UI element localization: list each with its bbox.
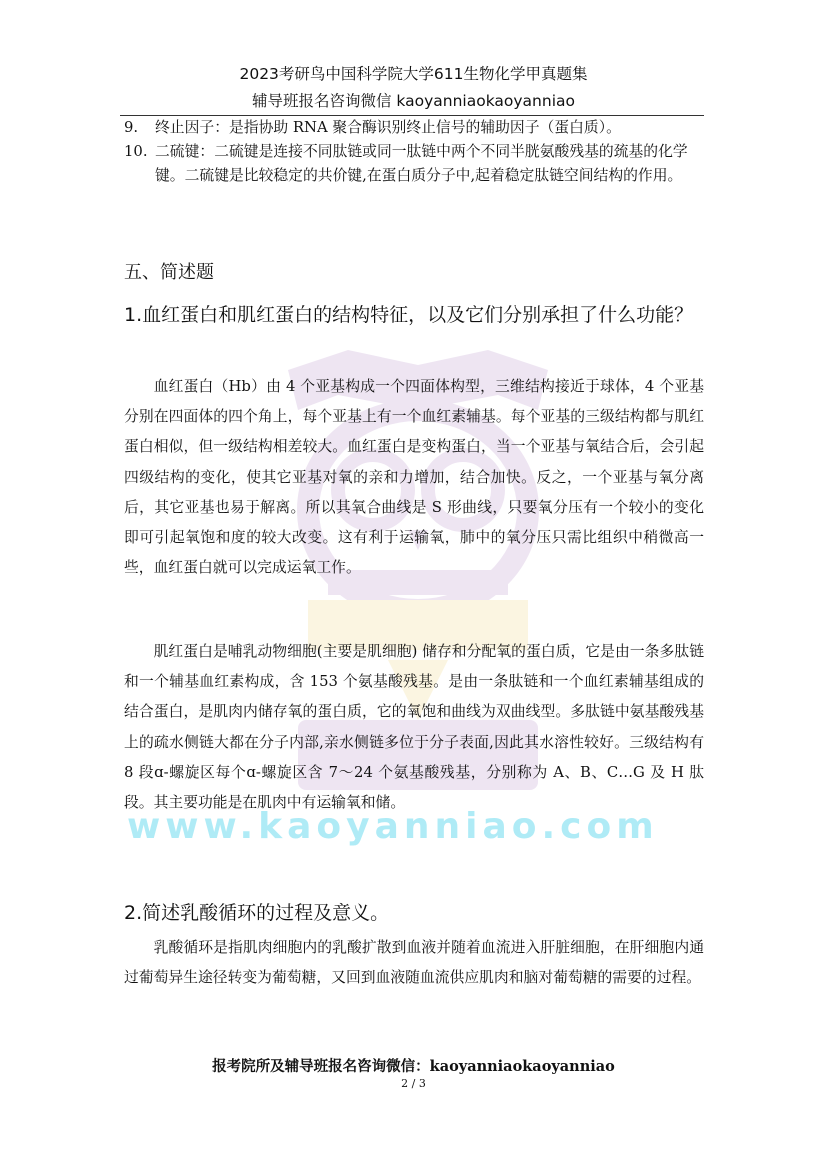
definition-item-10: [124, 140, 704, 212]
definition-number: 10.: [124, 143, 148, 160]
question-1-title: 1.血红蛋白和肌红蛋白的结构特征，以及它们分别承担了什么功能？: [124, 304, 694, 326]
definition-item-9: [124, 116, 704, 140]
answer-paragraph: 血红蛋白（Hb）由 4 个亚基构成一个四面体构型，三维结构接近于球体，4 个亚基分别在四面体的四个角上，每个亚基上有一个血红素辅基。每个亚基的三级结构都与肌红蛋白相似，但一级结构相差较大。血红蛋白是变构蛋白，当一个亚基与氧结合后，会引起四级结构的变化，使其它亚基对氧的亲和力增加，结合加快。反之，一个亚基与氧分离后，其它亚基也易于解离。所以其氧合曲线是 S 形曲线，只要氧分压有一个较小的变化即可引起氧饱和度的较大改变。这有利于运输氧，肺中的氧分压只需比组织中稍微高一些，血红蛋白就可以完成运氧工作。: [124, 378, 704, 577]
definition-text: 终止因子：是指协助 RNA 聚合酶识别终止信号的辅助因子（蛋白质）。: [155, 119, 621, 136]
answer-paragraph: 肌红蛋白是哺乳动物细胞(主要是肌细胞) 储存和分配氧的蛋白质，它是由一条多肽链和一个辅基血红素构成，含 153 个氨基酸残基。是由一条肽链和一个血红素辅基组成的结合蛋白，是肌肉内储存氧的蛋白质，它的氧饱和曲线为双曲线型。多肽链中氨基酸残基上的疏水侧链大都在分子内部,亲水侧链多位于分子表面,因此其水溶性较好。三级结构有 8 段ɑ-螺旋区每个ɑ-螺旋区含 7～24 个氨基酸残基，分别称为 A、B、C…G 及 H 肽段。其主要功能是在肌肉中有运输氧和储。: [124, 643, 704, 812]
footer-contact: 报考院所及辅导班报名咨询微信：kaoyanniaokaoyanniao: [212, 1058, 615, 1075]
watermark-url: www.kaoyanniao.com: [127, 806, 659, 847]
answer-paragraph: 乳酸循环是指肌肉细胞内的乳酸扩散到血液并随着血流进入肝脏细胞，在肝细胞内通过葡萄异生途径转变为葡萄糖，又回到血液随血流供应肌肉和脑对葡萄糖的需要的过程。: [124, 939, 704, 987]
page-header-title: 2023考研鸟中国科学院大学611生物化学甲真题集: [239, 65, 588, 83]
question-2-title: 2.简述乳酸循环的过程及意义。: [124, 902, 390, 924]
definition-text: 二硫键：二硫键是连接不同肽链或同一肽链中两个不同半胱氨酸残基的巯基的化学键。二硫键是比较稳定的共价键,在蛋白质分子中,起着稳定肽链空间结构的作用。: [155, 143, 688, 184]
section-title: 五、简述题: [124, 262, 214, 283]
definition-number: 9.: [124, 119, 139, 136]
page-number: 2 / 3: [401, 1077, 426, 1090]
page-header-subtitle: 辅导班报名咨询微信 kaoyanniaokaoyanniao: [251, 92, 575, 110]
